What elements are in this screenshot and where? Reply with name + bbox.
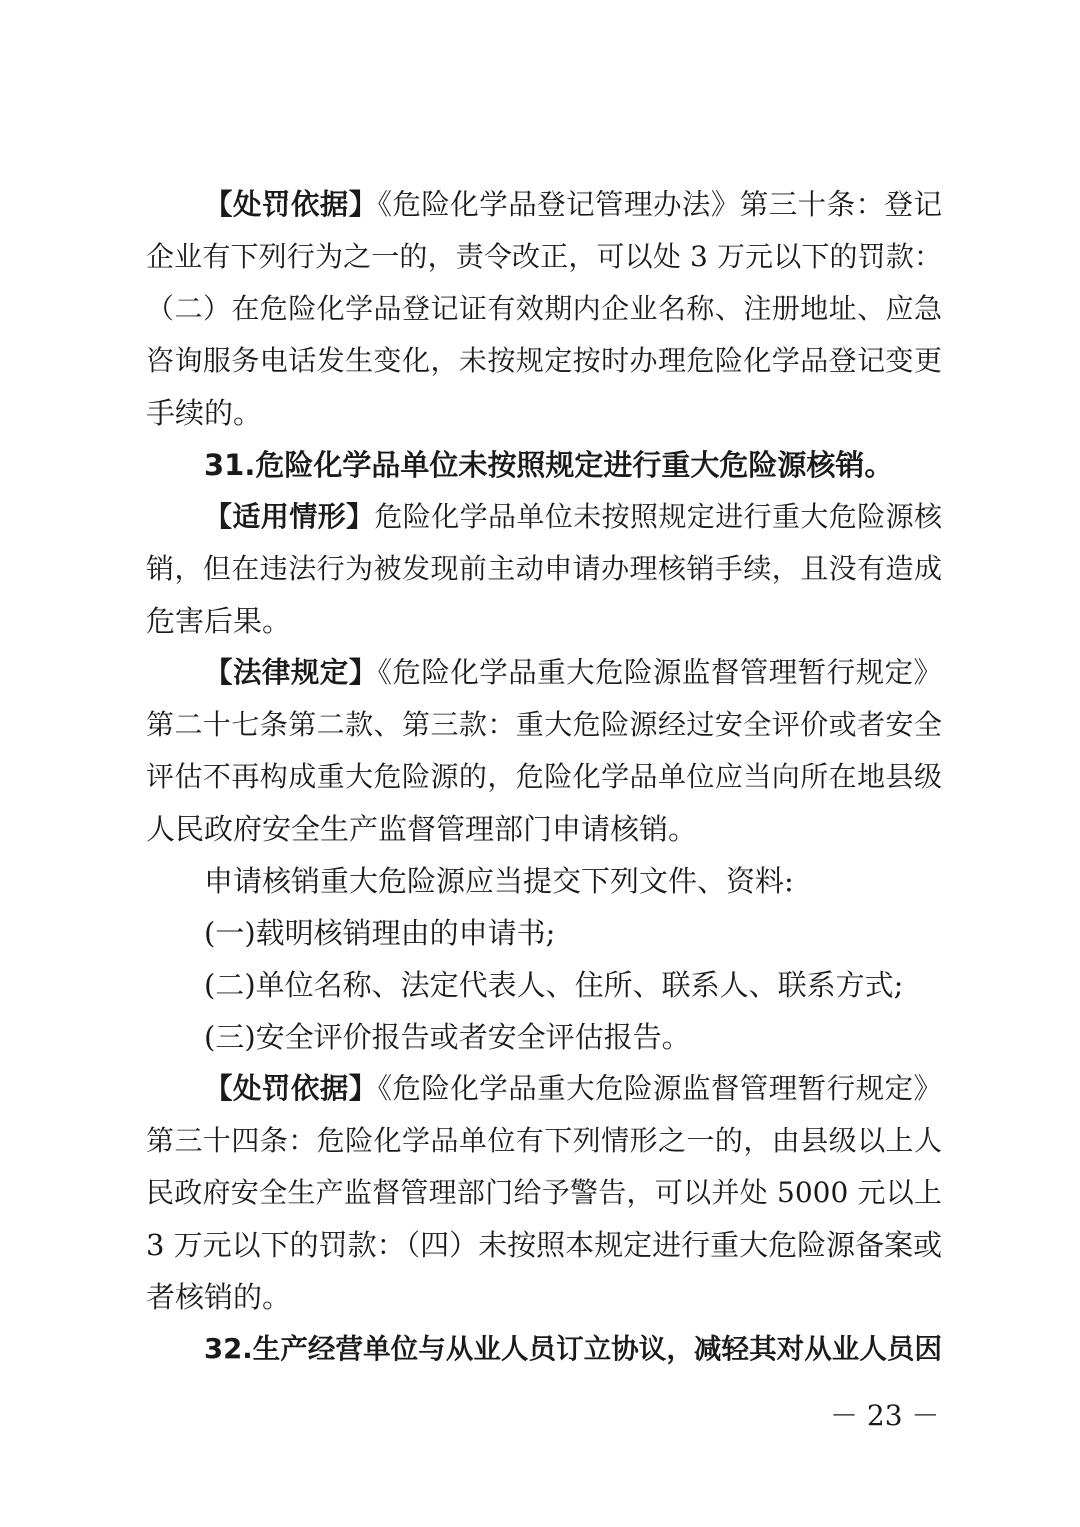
penalty-basis-2-line-3: 民政府安全生产监督管理部门给予警告，可以并处 5000 元以上 — [146, 1176, 942, 1209]
legal-provision-line-3: 评估不再构成重大危险源的，危险化学品单位应当向所在地县级 — [146, 760, 942, 793]
required-documents-intro: 申请核销重大危险源应当提交下列文件、资料: — [204, 864, 794, 898]
penalty-basis-2-line-2: 第三十四条：危险化学品单位有下列情形之一的，由县级以上人 — [146, 1124, 942, 1157]
applicable-case-line-2: 销，但在违法行为被发现前主动申请办理核销手续，且没有造成 — [146, 552, 942, 585]
penalty-basis-2-line-5: 者核销的。 — [146, 1280, 292, 1314]
page-number: － 23 － — [830, 1399, 940, 1432]
applicable-case-line-3: 危害后果。 — [146, 604, 292, 638]
legal-provision-text: 《危险化学品重大危险源监督管理暂行规定》 — [377, 656, 942, 689]
legal-provision-line-4: 人民政府安全生产监督管理部门申请核销。 — [146, 812, 698, 846]
applicable-case-line-1 — [204, 494, 942, 540]
penalty-basis-line-4: 咨询服务电话发生变化，未按规定按时办理危险化学品登记变更 — [146, 344, 942, 377]
penalty-basis-2-line-4: 3 万元以下的罚款：（四）未按照本规定进行重大危险源备案或 — [146, 1228, 943, 1262]
penalty-basis-2-line-1 — [204, 1066, 942, 1112]
required-document-item-1: (一)载明核销理由的申请书; — [204, 916, 556, 950]
applicable-case-text: 危险化学品单位未按照规定进行重大危险源核 — [374, 500, 942, 533]
penalty-basis-2-text: 《危险化学品重大危险源监督管理暂行规定》 — [377, 1072, 942, 1105]
required-document-item-2: (二)单位名称、法定代表人、住所、联系人、联系方式; — [204, 968, 904, 1002]
penalty-basis-text: 《危险化学品登记管理办法》第三十条：登记 — [377, 188, 942, 221]
penalty-basis-line-3: （二）在危险化学品登记证有效期内企业名称、注册地址、应急 — [146, 292, 942, 325]
legal-provision-line-2: 第二十七条第二款、第三款：重大危险源经过安全评价或者安全 — [146, 708, 942, 741]
penalty-basis-line-5: 手续的。 — [146, 396, 263, 430]
required-document-item-3: (三)安全评价报告或者安全评估报告。 — [204, 1020, 691, 1054]
penalty-basis-line-1 — [204, 182, 942, 228]
section-heading-31: 31.危险化学品单位未按照规定进行重大危险源核销。 — [204, 448, 894, 482]
penalty-basis-label: 【处罚依据】 — [204, 188, 378, 221]
penalty-basis-line-2: 企业有下列行为之一的，责令改正，可以处 3 万元以下的罚款： — [146, 240, 942, 273]
penalty-basis-2-label: 【处罚依据】 — [204, 1072, 378, 1105]
section-heading-32: 32.生产经营单位与从业人员订立协议，减轻其对从业人员因 — [204, 1333, 942, 1365]
legal-provision-label: 【法律规定】 — [204, 656, 378, 689]
applicable-case-label: 【适用情形】 — [204, 500, 375, 533]
legal-provision-line-1 — [204, 650, 942, 696]
